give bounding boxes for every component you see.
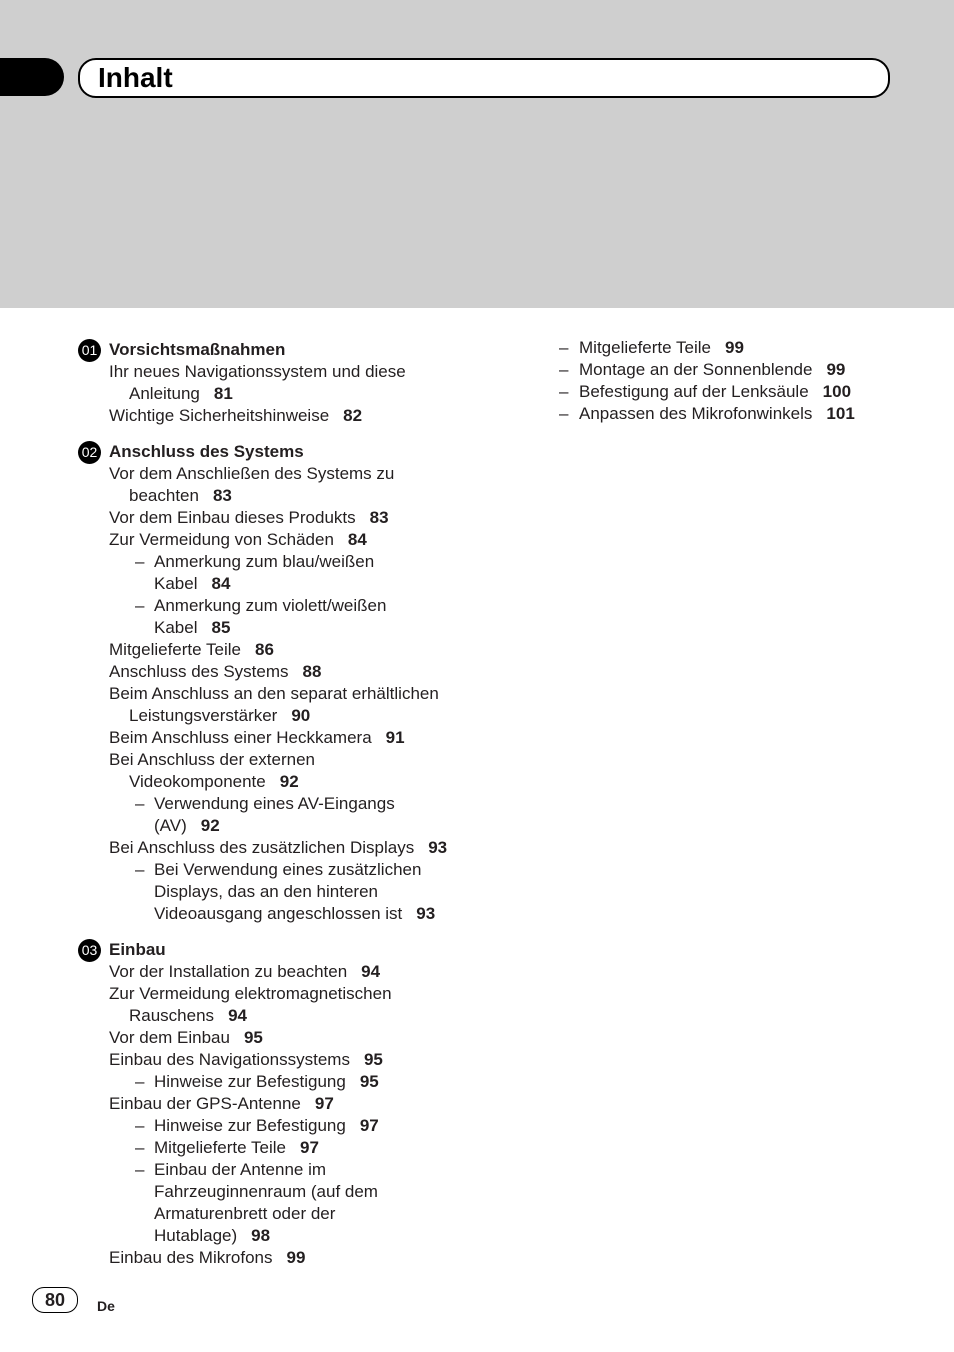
- toc-entry-text: Anmerkung zum blau/weißen: [154, 552, 375, 571]
- page-number: 94: [228, 1006, 247, 1025]
- page-number: 93: [416, 904, 436, 923]
- toc-entry-line: [135, 617, 478, 639]
- toc-entry-line: [109, 529, 478, 551]
- toc-entry-line: [109, 727, 478, 749]
- toc-entry-text: Zur Vermeidung von Schäden: [109, 530, 334, 549]
- toc-entry-label: Hinweise zur Befestigung: [154, 1072, 346, 1091]
- page-number: 93: [428, 838, 448, 857]
- toc-entry-line: [109, 405, 478, 427]
- toc-entry-line: [109, 705, 478, 727]
- toc-entry-line: [135, 1115, 478, 1137]
- toc-entry-line: [109, 1049, 478, 1071]
- section-number-badge: 03: [78, 939, 101, 962]
- dash-bullet: –: [135, 1160, 145, 1179]
- toc-entry-label: Mitgelieferte Teile: [154, 1138, 286, 1157]
- toc-entry-text: Vor dem Einbau dieses Produkts: [109, 508, 356, 527]
- toc-entry[interactable]: [78, 1093, 478, 1115]
- toc-entry-text: [135, 1115, 478, 1137]
- page-number: 97: [299, 1138, 319, 1157]
- toc-entry-text: Wichtige Sicherheitshinweise: [109, 406, 330, 425]
- toc-entry[interactable]: [78, 961, 478, 983]
- toc-entry-text: Ihr neues Navigationssystem und diese: [109, 362, 406, 381]
- toc-entry-line: [109, 1005, 478, 1027]
- toc-entry-text: Einbau des Mikrofons: [109, 1248, 273, 1267]
- toc-entry[interactable]: [78, 639, 478, 661]
- toc-entry-text: Einbau der Antenne im: [154, 1160, 327, 1179]
- toc-entry[interactable]: [78, 683, 478, 727]
- section-number-badge: 02: [78, 441, 101, 464]
- toc-entry-text: Beim Anschluss einer Heckkamera: [109, 728, 372, 747]
- page-number: 101: [826, 404, 855, 423]
- page-number: 84: [211, 574, 231, 593]
- language-code: De: [97, 1298, 115, 1314]
- toc-entry[interactable]: [78, 507, 478, 529]
- toc-entry-line: [109, 1247, 478, 1269]
- toc-entry-line: [135, 595, 478, 617]
- toc-entry-line: [109, 507, 478, 529]
- toc-entry-line: [109, 771, 478, 793]
- toc-entry-label: Videoausgang angeschlossen ist: [154, 904, 403, 923]
- dash-bullet: –: [135, 860, 145, 879]
- toc-right-column: [559, 337, 919, 425]
- toc-entry[interactable]: [78, 749, 478, 793]
- page-number: 97: [359, 1116, 379, 1135]
- toc-entry-line: [135, 793, 478, 815]
- page-title: Inhalt: [98, 62, 173, 93]
- toc-entry-line: [109, 961, 478, 983]
- toc-entry[interactable]: [559, 381, 919, 403]
- toc-entry[interactable]: [78, 1247, 478, 1269]
- toc-entry[interactable]: [78, 983, 478, 1027]
- toc-entry-text: [135, 617, 478, 639]
- page-number: 90: [291, 706, 311, 725]
- page-number: 95: [243, 1028, 263, 1047]
- toc-entry-line: [109, 463, 478, 485]
- toc-entry-line: [135, 1137, 478, 1159]
- toc-entry[interactable]: [78, 1137, 478, 1159]
- toc-entry-label: Kabel: [154, 618, 198, 637]
- dash-bullet: –: [135, 1138, 145, 1157]
- toc-entry[interactable]: [559, 403, 919, 425]
- toc-entry-text: Montage an der Sonnenblende: [579, 360, 813, 379]
- toc-entry[interactable]: [78, 859, 478, 925]
- toc-entry[interactable]: [78, 595, 478, 639]
- page-number: 95: [359, 1072, 379, 1091]
- toc-entry[interactable]: [78, 1071, 478, 1093]
- toc-entry-text: Bei Anschluss des zusätzlichen Displays: [109, 838, 415, 857]
- toc-entry-label: Hinweise zur Befestigung: [154, 1116, 346, 1135]
- page-number: 99: [286, 1248, 306, 1267]
- page-number: 83: [212, 486, 232, 505]
- toc-entry[interactable]: [78, 1115, 478, 1137]
- toc-entry-text: Vor dem Einbau: [109, 1028, 230, 1047]
- toc-entry-text: Anleitung: [129, 384, 200, 403]
- toc-entry-text: Anschluss des Systems: [109, 662, 289, 681]
- toc-entry-text: Beim Anschluss an den separat erhältlichen: [109, 684, 439, 703]
- dash-bullet: –: [135, 596, 145, 615]
- page-number-badge: 80: [32, 1287, 78, 1313]
- dash-bullet: –: [559, 360, 569, 379]
- toc-entry-text: Vor dem Anschließen des Systems zu: [109, 464, 395, 483]
- toc-entry[interactable]: [78, 361, 478, 405]
- page-number: 92: [200, 816, 220, 835]
- toc-entry[interactable]: [78, 837, 478, 859]
- section-title: Einbau: [109, 940, 166, 959]
- page-number: 86: [254, 640, 274, 659]
- header-band: [0, 0, 954, 308]
- toc-entry-line: [109, 1093, 478, 1115]
- toc-entry-label: (AV): [154, 816, 187, 835]
- toc-entry-line: [109, 749, 478, 771]
- dash-bullet: –: [559, 382, 569, 401]
- toc-entry-text: [135, 1225, 478, 1247]
- page-number: 85: [211, 618, 231, 637]
- page-number: 99: [724, 338, 744, 357]
- toc-entry-line: [135, 881, 478, 903]
- toc-entry[interactable]: [559, 359, 919, 381]
- toc-entry-line: [135, 551, 478, 573]
- toc-entry-text: beachten: [129, 486, 199, 505]
- toc-entry-text: Anpassen des Mikrofonwinkels: [579, 404, 813, 423]
- section-heading: [78, 339, 478, 361]
- toc-entry-line: [135, 815, 478, 837]
- toc-entry-text: Verwendung eines AV-Eingangs: [154, 794, 395, 813]
- toc-entry-text: Videokomponente: [129, 772, 266, 791]
- page-number: 98: [251, 1226, 271, 1245]
- toc-entry-text: Zur Vermeidung elektromagnetischen: [109, 984, 392, 1003]
- dash-bullet: –: [135, 552, 145, 571]
- page-number: 92: [279, 772, 299, 791]
- toc-entry-text: Einbau des Navigationssystems: [109, 1050, 350, 1069]
- toc-entry-text: Rauschens: [129, 1006, 215, 1025]
- toc-entry[interactable]: [78, 1049, 478, 1071]
- toc-entry-line: [109, 683, 478, 705]
- toc-entry-line: [109, 661, 478, 683]
- toc-entry[interactable]: [78, 1159, 478, 1247]
- toc-entry-text: Vor der Installation zu beachten: [109, 962, 348, 981]
- dash-bullet: –: [559, 338, 569, 357]
- page-number: 95: [363, 1050, 383, 1069]
- toc-entry-text: Armaturenbrett oder der: [154, 1204, 336, 1223]
- toc-entry[interactable]: [78, 551, 478, 595]
- section-heading: [78, 441, 478, 463]
- toc-entry-line: [135, 903, 478, 925]
- toc-entry-text: Leistungsverstärker: [129, 706, 278, 725]
- toc-entry-line: [109, 383, 478, 405]
- toc-entry-text: Einbau der GPS-Antenne: [109, 1094, 301, 1113]
- toc-entry-text: Anmerkung zum violett/weißen: [154, 596, 387, 615]
- toc-entry-line: [135, 859, 478, 881]
- section-heading: [78, 939, 478, 961]
- dash-bullet: –: [559, 404, 569, 423]
- toc-entry-text: Displays, das an den hinteren: [154, 882, 378, 901]
- toc-entry-line: [135, 1159, 478, 1181]
- page-number: 81: [213, 384, 233, 403]
- toc-entry[interactable]: [559, 337, 919, 359]
- toc-entry-line: [135, 1071, 478, 1093]
- toc-entry-text: Mitgelieferte Teile: [579, 338, 711, 357]
- page-number: 94: [361, 962, 381, 981]
- section-number-badge: 01: [78, 339, 101, 362]
- toc-entry-text: Bei Anschluss der externen: [109, 750, 316, 769]
- page-number: 88: [302, 662, 322, 681]
- dash-bullet: –: [135, 1116, 145, 1135]
- section-title: Vorsichtsmaßnahmen: [109, 340, 286, 359]
- toc-entry[interactable]: [78, 405, 478, 427]
- page-number: 100: [822, 382, 852, 401]
- toc-entry-text: Fahrzeuginnenraum (auf dem: [154, 1182, 378, 1201]
- dash-bullet: –: [135, 1072, 145, 1091]
- toc-entry[interactable]: [78, 793, 478, 837]
- section-title: Anschluss des Systems: [109, 442, 304, 461]
- toc-left-column: [78, 339, 478, 1269]
- section-tab-marker: [0, 58, 64, 96]
- toc-entry-label: Hutablage): [154, 1226, 238, 1245]
- toc-entry-text: [135, 903, 478, 925]
- toc-entry-text: [135, 1071, 478, 1093]
- toc-entry-line: [109, 983, 478, 1005]
- toc-entry-line: [109, 639, 478, 661]
- toc-entry-line: [135, 1225, 478, 1247]
- toc-entry-line: [109, 485, 478, 507]
- toc-entry-text: [135, 815, 478, 837]
- toc-entry-line: [135, 1203, 478, 1225]
- page-number: 99: [826, 360, 846, 379]
- toc-entry-text: Befestigung auf der Lenksäule: [579, 382, 809, 401]
- dash-bullet: –: [135, 794, 145, 813]
- toc-entry-line: [135, 573, 478, 595]
- toc-entry-text: Mitgelieferte Teile: [109, 640, 241, 659]
- title-box: [78, 58, 890, 98]
- page-number: 82: [343, 406, 363, 425]
- toc-entry-line: [135, 1181, 478, 1203]
- toc-entry-label: Kabel: [154, 574, 198, 593]
- toc-entry-text: Bei Verwendung eines zusätzlichen: [154, 860, 422, 879]
- toc-entry-line: [109, 837, 478, 859]
- toc-entry[interactable]: [78, 727, 478, 749]
- page-number: 83: [369, 508, 389, 527]
- toc-entry-text: [135, 573, 478, 595]
- toc-entry[interactable]: [78, 1027, 478, 1049]
- toc-entry[interactable]: [78, 661, 478, 683]
- page-number: 91: [385, 728, 405, 747]
- toc-entry-line: [109, 1027, 478, 1049]
- page-number: 97: [314, 1094, 334, 1113]
- toc-entry[interactable]: [78, 529, 478, 551]
- toc-entry-text: [135, 1137, 478, 1159]
- toc-entry[interactable]: [78, 463, 478, 507]
- page-number: 84: [347, 530, 367, 549]
- toc-entry-line: [109, 361, 478, 383]
